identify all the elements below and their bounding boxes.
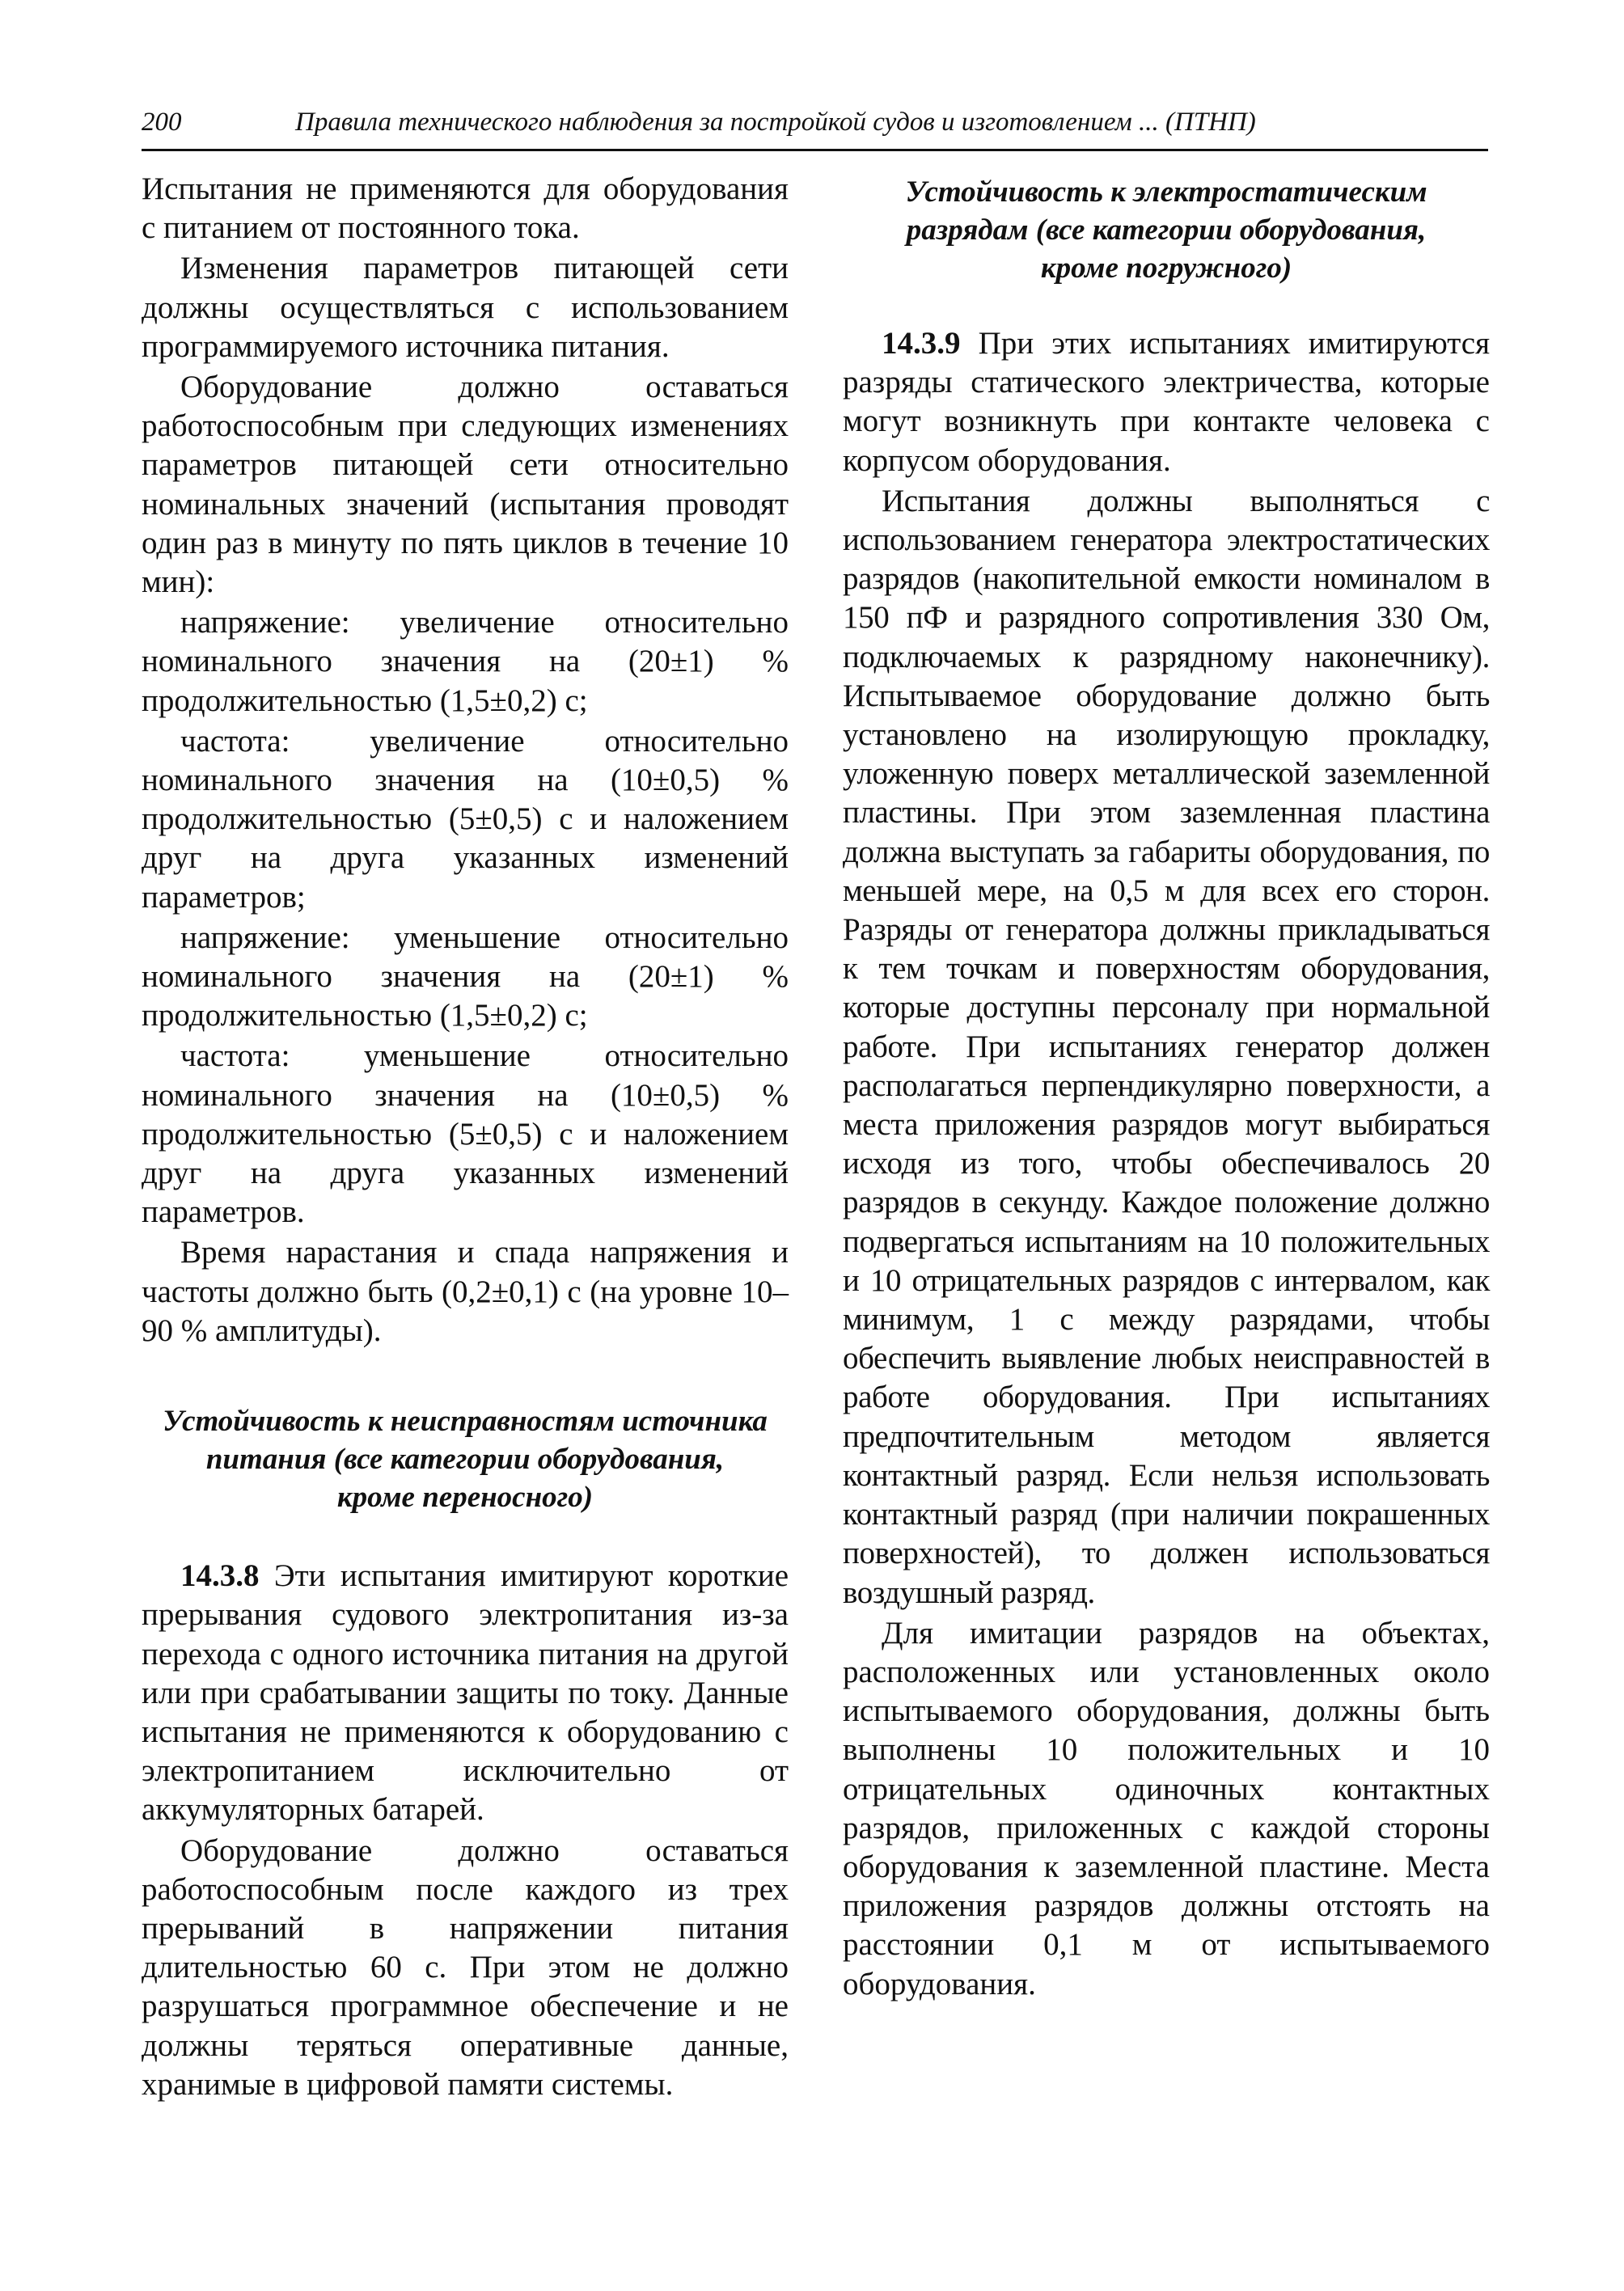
- section-heading-line: кроме переносного): [336, 1481, 594, 1515]
- paragraph: частота: увеличение относительно номинального значения на (10±0,5) % продолжительностью (5±0,5) с и наложением друг на друга указанных изменений параметров;: [142, 723, 789, 915]
- clause-text: Эти испытания имитируют короткие прерывания судового электропитания из-за перехода с одного источника питания на другой или при срабатывании защиты по току. Данные испытания не применяются к оборудованию с электропитанием исключительно от аккумуляторных батарей.: [142, 1558, 789, 1828]
- clause-paragraph: [843, 324, 1490, 480]
- section-heading-line: Устойчивость к неисправностям источника: [163, 1405, 768, 1439]
- right-column: [843, 170, 1490, 2004]
- clause-number: 14.3.9: [882, 326, 961, 361]
- paragraph: частота: уменьшение относительно номинального значения на (10±0,5) % продолжительностью (5±0,5) с и наложением друг на друга указанных изменений параметров.: [142, 1038, 789, 1230]
- paragraph: Испытания не применяются для оборудования с питанием от постоянного тока.: [142, 171, 789, 246]
- running-title: Правила технического наблюдения за постройкой судов и изготовлением ... (ПТНП): [295, 108, 1256, 137]
- section-heading-line: разрядам (все категории оборудования,: [906, 213, 1427, 247]
- clause-paragraph: [142, 1557, 789, 1829]
- section-heading: [142, 1402, 789, 1516]
- clause-number: 14.3.8: [180, 1558, 260, 1594]
- running-header: [142, 102, 1488, 151]
- clause-text: При этих испытаниях имитируются разряды статического электричества, которые могут возникнуть при контакте человека с корпусом оборудования.: [843, 326, 1491, 478]
- section-heading-line: кроме погружного): [1040, 252, 1292, 285]
- section-heading-line: питания (все категории оборудования,: [205, 1443, 725, 1477]
- paragraph: напряжение: увеличение относительно номинального значения на (20±1) % продолжительностью (1,5±0,2) с;: [142, 605, 789, 718]
- left-column: [142, 170, 789, 2104]
- paragraph: Изменения параметров питающей сети должны осуществляться с использованием программируемого источника питания.: [142, 251, 789, 364]
- paragraph: Время нарастания и спада напряжения и частоты должно быть (0,2±0,1) с (на уровне 10–90 % амплитуды).: [142, 1235, 789, 1348]
- section-heading: [843, 173, 1490, 287]
- paragraph: Оборудование должно оставаться работоспособным при следующих изменениях параметров питающей сети относительно номинальных значений (испытания проводят один раз в минуту по пять циклов в течение 10 мин):: [142, 370, 789, 600]
- paragraph: Для имитации разрядов на объектах, расположенных или установленных около испытываемого оборудования, должны быть выполнены 10 положительных и 10 отрицательных одиночных контактных разрядов, приложенных с каждой стороны оборудования к заземленной пластине. Места приложения разрядов должны отстоять на расстоянии 0,1 м от испытываемого оборудования.: [843, 1615, 1490, 2001]
- page-number: 200: [142, 108, 182, 137]
- section-heading-line: Устойчивость к электростатическим: [905, 175, 1427, 209]
- paragraph: напряжение: уменьшение относительно номинального значения на (20±1) % продолжительностью (1,5±0,2) с;: [142, 919, 789, 1033]
- paragraph: Оборудование должно оставаться работоспособным после каждого из трех прерываний в напряжении питания длительностью 60 с. При этом не должно разрушаться программное обеспечение и не должны теряться оперативные данные, хранимые в цифровой памяти системы.: [142, 1832, 789, 2102]
- paragraph: Испытания должны выполняться с использованием генератора электростатических разрядов (накопительной емкости номиналом в 150 пФ и разрядного сопротивления 330 Ом, подключаемых к разрядному наконечнику). Испытываемое оборудование должно быть установлено на изолирующую прокладку, уложенную поверх металлической заземленной пластины. При этом заземленная пластина должна выступать за габариты оборудования, по меньшей мере, на 0,5 м для всех его сторон. Разряды от генератора должны прикладываться к тем точкам и поверхностям оборудования, которые доступны персоналу при нормальной работе. При испытаниях генератор должен располагаться перпендикулярно поверхности, а места приложения разрядов могут выбираться исходя из того, чтобы обеспечивалось 20 разрядов в секунду. Каждое положение должно подвергаться испытаниям на 10 положительных и 10 отрицательных разрядов с интервалом, как минимум, 1 с между разрядами, чтобы обеспечить выявление любых неисправностей в работе оборудования. При испытаниях предпочтительным методом является контактный разряд. Если нельзя использовать контактный разряд (при наличии покрашенных поверхностей), то должен использоваться воздушный разряд.: [843, 483, 1490, 1610]
